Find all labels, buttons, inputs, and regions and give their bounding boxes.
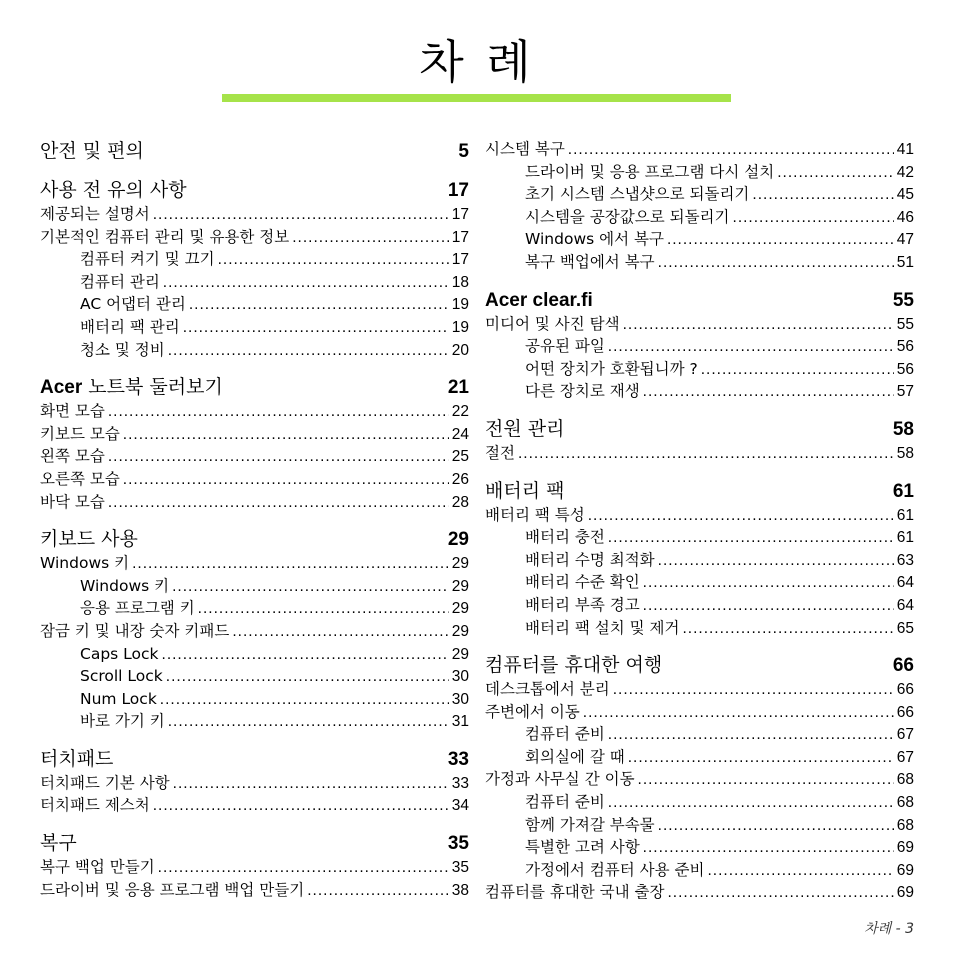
dot-leader: [613, 679, 894, 702]
toc-entry[interactable]: [40, 856, 469, 879]
toc-page-number: 38: [451, 881, 469, 899]
dot-leader: [160, 689, 449, 712]
toc-entry[interactable]: [40, 710, 469, 733]
toc-entry[interactable]: [40, 491, 469, 514]
toc-entry[interactable]: [40, 620, 469, 643]
dot-leader: [608, 336, 894, 359]
dot-leader: [218, 249, 449, 272]
toc-entry[interactable]: [40, 203, 469, 226]
toc-page-number: 55: [896, 315, 914, 333]
dot-leader: [752, 184, 893, 207]
toc-entry-title: 가정에서 컴퓨터 사용 준비: [525, 860, 705, 879]
dot-leader: [232, 621, 448, 644]
toc-page-number: 68: [896, 771, 914, 789]
toc-entry-title: AC 어댑터 관리: [80, 295, 186, 314]
page-footer: 차례 - 3: [864, 921, 914, 937]
toc-page-number: 68: [896, 816, 914, 834]
toc-entry[interactable]: [485, 161, 914, 184]
dot-leader: [108, 401, 449, 424]
section-gap: [485, 274, 914, 287]
toc-page-number: 34: [451, 797, 469, 815]
dot-leader: [667, 229, 894, 252]
toc-entry-title: 컴퓨터 준비: [525, 793, 605, 812]
toc-page-number: 33: [447, 748, 469, 770]
toc-entry[interactable]: [485, 791, 914, 814]
toc-entry-title: 배터리 팩 특성: [485, 505, 585, 524]
toc-page-number: 67: [896, 748, 914, 766]
toc-entry[interactable]: [40, 688, 469, 711]
dot-leader: [123, 469, 449, 492]
dot-leader: [658, 550, 894, 573]
dot-leader: [162, 644, 449, 667]
dot-leader: [172, 576, 449, 599]
toc-entry[interactable]: [40, 643, 469, 666]
toc-page-number: 57: [896, 383, 914, 401]
toc-section[interactable]: [485, 416, 914, 442]
toc-page-number: 17: [451, 206, 469, 223]
toc-entry-title: 복구 백업에서 복구: [525, 252, 655, 271]
toc-entry-title: 컴퓨터 켜기 및 끄기: [80, 250, 215, 269]
toc-entry-title: 바로 가기 키: [80, 712, 165, 731]
toc-entry[interactable]: [40, 665, 469, 688]
toc-entry[interactable]: [485, 206, 914, 229]
toc-section-title: 안전 및 편의: [40, 140, 144, 162]
toc-entry-title: 어떤 장치가 호환됩니까 ?: [525, 359, 698, 378]
toc-page-number: 20: [451, 341, 469, 359]
toc-entry[interactable]: [485, 183, 914, 206]
toc-entry-title: 드라이버 및 응용 프로그램 백업 만들기: [40, 880, 305, 899]
dot-leader: [292, 227, 449, 250]
toc-entry[interactable]: [485, 442, 914, 465]
dot-leader: [153, 204, 449, 227]
section-gap: [40, 164, 469, 177]
toc-entry[interactable]: [40, 552, 469, 575]
toc-page-number: 24: [451, 425, 469, 443]
dot-leader: [108, 492, 449, 515]
toc-entry[interactable]: [485, 138, 914, 161]
toc-entry-title: 배터리 팩 관리: [80, 317, 180, 336]
toc-entry-title: 제공되는 설명서: [40, 205, 150, 223]
toc-entry[interactable]: [40, 879, 469, 902]
toc-entry[interactable]: [485, 617, 914, 640]
section-gap: [485, 639, 914, 652]
toc-column-left: [40, 138, 469, 901]
toc-entry-title: 컴퓨터를 휴대한 국내 출장: [485, 883, 665, 902]
toc-page-number: 28: [451, 493, 469, 511]
dot-leader: [158, 857, 449, 880]
toc-page-number: 29: [451, 555, 469, 573]
dot-leader: [583, 702, 894, 725]
toc-page-number: 30: [451, 690, 469, 708]
toc-entry-title: 초기 시스템 스냅샷으로 되돌리기: [525, 185, 750, 204]
dot-leader: [658, 815, 894, 838]
toc-page-number: 22: [451, 403, 469, 421]
toc-section-title: 터치패드: [40, 747, 114, 770]
toc-page-number: 61: [896, 529, 914, 547]
toc-page-number: 35: [451, 859, 469, 877]
toc-section[interactable]: [485, 287, 914, 313]
toc-page-number: 67: [896, 726, 914, 744]
toc-section-title: 전원 관리: [485, 417, 565, 440]
toc-entry[interactable]: [40, 339, 469, 362]
toc-page-number: 19: [451, 318, 469, 336]
toc-entry-title: 복구 백업 만들기: [40, 858, 155, 877]
toc-entry[interactable]: [485, 335, 914, 358]
toc-page-number: 69: [896, 884, 914, 902]
toc-entry-title: 배터리 수준 확인: [525, 573, 640, 592]
toc-entry[interactable]: [485, 313, 914, 336]
toc-section[interactable]: [40, 374, 469, 400]
toc-entry-title: Caps Lock: [80, 644, 159, 663]
toc-entry-title: 절전: [485, 443, 515, 462]
toc-entry-title: 미디어 및 사진 탐색: [485, 314, 620, 333]
toc-page-number: 51: [896, 253, 914, 271]
dot-leader: [701, 359, 894, 382]
toc-page-number: 46: [896, 208, 914, 226]
toc-page-number: 56: [896, 360, 914, 378]
toc-entry-title: 기본적인 컴퓨터 관리 및 유용한 정보: [40, 227, 290, 246]
toc-page-number: 64: [896, 574, 914, 592]
toc-page-number: 56: [896, 338, 914, 356]
dot-leader: [682, 618, 893, 641]
toc-page-number: 66: [892, 655, 914, 677]
dot-leader: [608, 792, 894, 815]
toc-section[interactable]: [40, 138, 469, 164]
toc-page-number: 58: [896, 444, 914, 462]
toc-entry[interactable]: [40, 772, 469, 795]
dot-leader: [658, 252, 894, 275]
toc-entry-title: 키보드 모습: [40, 424, 120, 443]
toc-entry-title: Windows 에서 복구: [525, 230, 664, 249]
toc-entry-title: 배터리 팩 설치 및 제거: [525, 618, 680, 637]
toc-entry-title: 회의실에 갈 때: [525, 747, 625, 766]
toc-entry-title: 드라이버 및 응용 프로그램 다시 설치: [525, 162, 775, 181]
toc-entry[interactable]: [40, 423, 469, 446]
toc-page-number: 5: [458, 141, 469, 162]
dot-leader: [643, 381, 894, 404]
toc-entry[interactable]: [485, 859, 914, 882]
dot-leader: [108, 446, 449, 469]
toc-entry-title: 터치패드 제스처: [40, 796, 150, 815]
toc-page-number: 29: [451, 645, 469, 663]
toc-page-number: 45: [896, 186, 914, 204]
dot-leader: [518, 443, 894, 466]
toc-entry-title: 다른 장치로 재생: [525, 382, 640, 401]
section-gap: [40, 361, 469, 374]
toc-entry-title: Num Lock: [80, 689, 157, 708]
dot-leader: [588, 505, 894, 528]
toc-entry-title: 왼쪽 모습: [40, 447, 105, 466]
toc-section[interactable]: [40, 746, 469, 772]
toc-page-number: 31: [451, 713, 469, 731]
toc-page-number: 19: [451, 296, 469, 314]
toc-section[interactable]: [485, 478, 914, 504]
toc-entry-title: 오른쪽 모습: [40, 469, 120, 488]
title-underline: [222, 94, 731, 102]
toc-section-title: 복구: [40, 832, 77, 855]
toc-section-title: 배터리 팩: [485, 479, 565, 502]
toc-page-number: 64: [896, 596, 914, 614]
toc-entry[interactable]: [485, 678, 914, 701]
dot-leader: [168, 711, 449, 734]
toc-page-number: 29: [451, 600, 469, 618]
dot-leader: [173, 773, 449, 796]
toc-entry[interactable]: [40, 248, 469, 271]
section-gap: [40, 513, 469, 526]
toc-entry-title: 배터리 부족 경고: [525, 595, 640, 614]
dot-leader: [623, 314, 894, 337]
toc-entry[interactable]: [485, 746, 914, 769]
toc-entry[interactable]: [485, 814, 914, 837]
dot-leader: [123, 424, 449, 447]
toc-page-number: 18: [451, 273, 469, 291]
dot-leader: [643, 572, 894, 595]
section-gap: [485, 465, 914, 478]
toc-page-number: 29: [451, 577, 469, 595]
toc-entry[interactable]: [485, 549, 914, 572]
toc-page-number: 17: [451, 228, 469, 246]
toc-section-title: 키보드 사용: [40, 528, 138, 551]
page-title: 차 례: [419, 35, 535, 89]
toc-entry-title: 주변에서 이동: [485, 702, 580, 721]
toc-page-number: 63: [896, 551, 914, 569]
toc-page-number: 69: [896, 839, 914, 857]
toc-page-number: 21: [447, 377, 469, 399]
toc-page-number: 35: [447, 833, 469, 855]
toc-entry-title: 바닥 모습: [40, 492, 105, 511]
toc-page-number: 33: [451, 774, 469, 792]
toc-page-number: 29: [447, 529, 469, 551]
toc-entry-title: 청소 및 정비: [80, 340, 165, 359]
toc-entry-title: 시스템 복구: [485, 140, 565, 158]
toc-entry[interactable]: [485, 358, 914, 381]
toc-section-title: 컴퓨터를 휴대한 여행: [485, 654, 663, 677]
toc-page-number: 66: [896, 703, 914, 721]
toc-entry-title: 가정과 사무실 간 이동: [485, 770, 635, 789]
toc-page-number: 66: [896, 681, 914, 699]
dot-leader: [643, 837, 894, 860]
toc-entry[interactable]: [485, 881, 914, 904]
toc-entry-title: Windows 키: [80, 576, 170, 595]
toc-page-number: 41: [896, 141, 914, 158]
toc-entry[interactable]: [485, 380, 914, 403]
toc-entry[interactable]: [485, 228, 914, 251]
toc-entry[interactable]: [40, 794, 469, 817]
toc-entry[interactable]: [40, 226, 469, 249]
dot-leader: [132, 553, 449, 576]
toc-entry[interactable]: [485, 594, 914, 617]
toc-entry-title: 컴퓨터 관리: [80, 272, 160, 291]
dot-leader: [198, 598, 449, 621]
toc-page-number: 25: [451, 448, 469, 466]
toc-page-number: 55: [892, 289, 914, 311]
toc-entry-title: 공유된 파일: [525, 337, 605, 356]
toc-page-number: 68: [896, 794, 914, 812]
toc-entry[interactable]: [40, 575, 469, 598]
toc-entry-title: 응용 프로그램 키: [80, 599, 195, 618]
dot-leader: [628, 747, 894, 770]
toc-section-title: Acer clear.fi: [485, 289, 593, 311]
dot-leader: [608, 527, 894, 550]
toc-entry[interactable]: [485, 836, 914, 859]
dot-leader: [307, 880, 449, 903]
toc-section-title: Acer 노트북 둘러보기: [40, 376, 223, 399]
toc-entry-title: 배터리 충전: [525, 528, 605, 547]
toc-entry[interactable]: [40, 271, 469, 294]
toc-entry[interactable]: [485, 526, 914, 549]
toc-entry[interactable]: [40, 597, 469, 620]
toc-page-number: 61: [892, 480, 914, 502]
toc-page-number: 58: [892, 418, 914, 440]
toc-entry[interactable]: [40, 400, 469, 423]
toc-entry[interactable]: [485, 768, 914, 791]
toc-entry[interactable]: [40, 293, 469, 316]
toc-page-number: 61: [896, 506, 914, 524]
dot-leader: [668, 882, 894, 905]
toc-entry-title: 화면 모습: [40, 402, 105, 421]
toc-entry-title: 잠금 키 및 내장 숫자 키패드: [40, 621, 230, 640]
dot-leader: [733, 207, 894, 230]
toc-page-number: 26: [451, 470, 469, 488]
section-gap: [40, 733, 469, 746]
toc-page-number: 47: [896, 231, 914, 249]
toc-entry[interactable]: [485, 251, 914, 274]
dot-leader: [638, 769, 894, 792]
toc-page-number: 29: [451, 622, 469, 640]
toc-entry[interactable]: [40, 316, 469, 339]
dot-leader: [153, 795, 449, 818]
dot-leader: [777, 162, 894, 185]
toc-entry-title: 시스템을 공장값으로 되돌리기: [525, 207, 730, 226]
toc-section[interactable]: [40, 526, 469, 552]
toc-entry-title: 데스크톱에서 분리: [485, 680, 610, 699]
toc-section[interactable]: [485, 652, 914, 678]
toc-entry[interactable]: [485, 504, 914, 527]
toc-section[interactable]: [40, 830, 469, 856]
toc-entry[interactable]: [485, 571, 914, 594]
dot-leader: [608, 724, 894, 747]
toc-section[interactable]: [40, 177, 469, 203]
dot-leader: [643, 595, 894, 618]
toc-entry-title: 함께 가져갈 부속물: [525, 815, 655, 834]
toc-column-right: [485, 138, 914, 904]
dot-leader: [183, 317, 449, 340]
toc-page-number: 69: [896, 861, 914, 879]
toc-entry[interactable]: [485, 701, 914, 724]
toc-page-number: 65: [896, 619, 914, 637]
dot-leader: [189, 294, 449, 317]
toc-entry[interactable]: [40, 445, 469, 468]
toc-page-number: 17: [451, 251, 469, 269]
dot-leader: [168, 340, 449, 363]
toc-entry-title: Windows 키: [40, 554, 130, 573]
dot-leader: [708, 860, 894, 883]
toc-entry-title: 특별한 고려 사항: [525, 838, 640, 857]
section-gap: [485, 403, 914, 416]
toc-page-number: 30: [451, 668, 469, 686]
toc-section-title: 사용 전 유의 사항: [40, 179, 187, 201]
dot-leader: [166, 666, 449, 689]
toc-page-number: 17: [447, 180, 469, 201]
toc-entry-title: 터치패드 기본 사항: [40, 773, 170, 792]
toc-entry-title: 컴퓨터 준비: [525, 725, 605, 744]
dot-leader: [163, 272, 449, 295]
section-gap: [40, 817, 469, 830]
toc-entry-title: 배터리 수명 최적화: [525, 550, 655, 569]
toc-entry-title: Scroll Lock: [80, 667, 163, 686]
dot-leader: [568, 139, 894, 162]
toc-entry[interactable]: [40, 468, 469, 491]
toc-page-number: 42: [896, 163, 914, 181]
toc-entry[interactable]: [485, 723, 914, 746]
